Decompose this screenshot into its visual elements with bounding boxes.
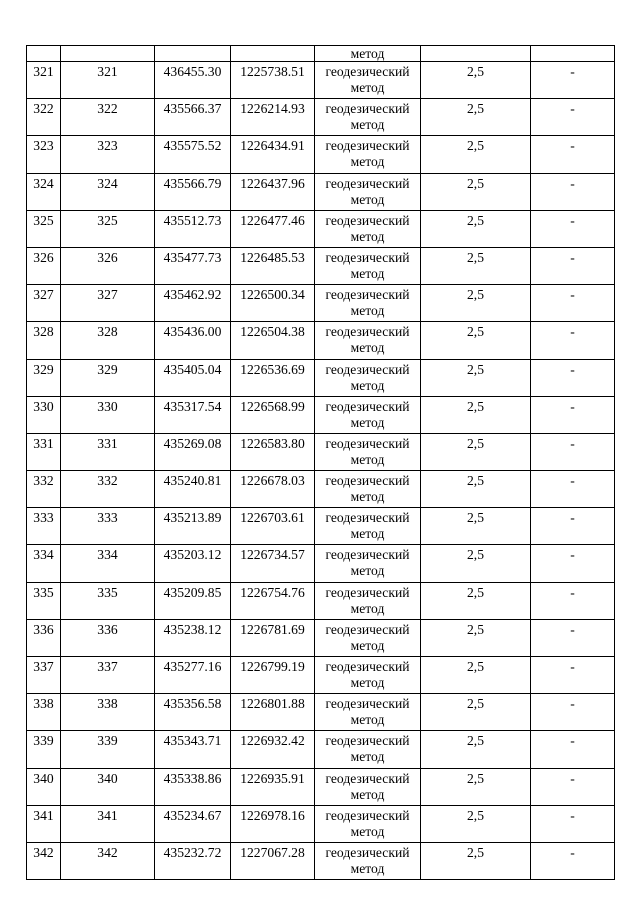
cell-point-number-alt: 323 bbox=[61, 136, 155, 173]
cell-point-number-alt: 338 bbox=[61, 694, 155, 731]
cell-point-number-alt: 334 bbox=[61, 545, 155, 582]
cell-note: - bbox=[531, 694, 615, 731]
method-line-2: метод bbox=[350, 860, 385, 876]
cell-coordinate-y: 1226214.93 bbox=[231, 99, 315, 136]
method-line-2: метод bbox=[350, 749, 385, 765]
cell-accuracy: 2,5 bbox=[421, 508, 531, 545]
cell-empty bbox=[61, 46, 155, 62]
cell-point-number-alt: 325 bbox=[61, 210, 155, 247]
cell-point-number-alt: 331 bbox=[61, 433, 155, 470]
cell-coordinate-x: 435232.72 bbox=[155, 842, 231, 879]
cell-note: - bbox=[531, 173, 615, 210]
cell-point-number-alt: 330 bbox=[61, 396, 155, 433]
table-row bbox=[27, 62, 615, 99]
method-line-1: геодезический bbox=[325, 733, 410, 749]
cell-note: - bbox=[531, 471, 615, 508]
cell-accuracy: 2,5 bbox=[421, 619, 531, 656]
cell-accuracy: 2,5 bbox=[421, 842, 531, 879]
cell-note: - bbox=[531, 359, 615, 396]
cell-coordinate-x: 435213.89 bbox=[155, 508, 231, 545]
method-line-1: геодезический bbox=[325, 212, 410, 228]
table-row bbox=[27, 210, 615, 247]
cell-point-number-alt: 341 bbox=[61, 805, 155, 842]
cell-coordinate-y: 1226500.34 bbox=[231, 285, 315, 322]
cell-accuracy: 2,5 bbox=[421, 396, 531, 433]
method-line-1: геодезический bbox=[325, 659, 410, 674]
cell-coordinate-x: 435238.12 bbox=[155, 619, 231, 656]
cell-coordinate-y: 1226801.88 bbox=[231, 694, 315, 731]
cell-coordinate-y: 1226799.19 bbox=[231, 657, 315, 694]
table-row bbox=[27, 359, 615, 396]
method-line-2: метод bbox=[350, 600, 385, 616]
cell-note: - bbox=[531, 433, 615, 470]
method-line-1: геодезический bbox=[325, 64, 410, 79]
cell-accuracy: 2,5 bbox=[421, 545, 531, 582]
cell-coordinate-y: 1226678.03 bbox=[231, 471, 315, 508]
method-line-2: метод bbox=[350, 451, 385, 467]
cell-coordinate-y: 1226734.57 bbox=[231, 545, 315, 582]
cell-accuracy: 2,5 bbox=[421, 731, 531, 768]
method-line-1: геодезический bbox=[325, 844, 410, 860]
cell-accuracy: 2,5 bbox=[421, 247, 531, 284]
cell-method bbox=[315, 62, 421, 99]
cell-method bbox=[315, 433, 421, 470]
cell-method bbox=[315, 322, 421, 359]
cell-point-number-alt: 329 bbox=[61, 359, 155, 396]
cell-accuracy: 2,5 bbox=[421, 768, 531, 805]
cell-coordinate-y: 1225738.51 bbox=[231, 62, 315, 99]
table-row bbox=[27, 619, 615, 656]
cell-coordinate-x: 435566.79 bbox=[155, 173, 231, 210]
method-line-1: геодезический bbox=[325, 584, 410, 600]
cell-method bbox=[315, 173, 421, 210]
cell-empty bbox=[231, 46, 315, 62]
cell-accuracy: 2,5 bbox=[421, 359, 531, 396]
cell-point-number: 325 bbox=[27, 210, 61, 247]
cell-point-number: 328 bbox=[27, 322, 61, 359]
method-line-2: метод bbox=[350, 80, 385, 95]
cell-method bbox=[315, 136, 421, 173]
cell-point-number-alt: 339 bbox=[61, 731, 155, 768]
cell-method bbox=[315, 396, 421, 433]
table-row bbox=[27, 545, 615, 582]
cell-note: - bbox=[531, 768, 615, 805]
table-row bbox=[27, 768, 615, 805]
method-line-1: геодезический bbox=[325, 621, 410, 637]
method-line-1: геодезический bbox=[325, 510, 410, 526]
cell-method bbox=[315, 285, 421, 322]
cell-accuracy: 2,5 bbox=[421, 99, 531, 136]
cell-point-number: 333 bbox=[27, 508, 61, 545]
table-row bbox=[27, 433, 615, 470]
table-row bbox=[27, 694, 615, 731]
cell-coordinate-x: 435462.92 bbox=[155, 285, 231, 322]
method-line-2: метод bbox=[350, 786, 385, 802]
table-row bbox=[27, 842, 615, 879]
cell-point-number-alt: 332 bbox=[61, 471, 155, 508]
cell-point-number: 338 bbox=[27, 694, 61, 731]
cell-coordinate-x: 435277.16 bbox=[155, 657, 231, 694]
table-row bbox=[27, 396, 615, 433]
cell-point-number-alt: 321 bbox=[61, 62, 155, 99]
cell-accuracy: 2,5 bbox=[421, 582, 531, 619]
cell-coordinate-x: 435566.37 bbox=[155, 99, 231, 136]
cell-point-number: 323 bbox=[27, 136, 61, 173]
method-line-1: геодезический bbox=[325, 324, 410, 340]
cell-coordinate-x: 435356.58 bbox=[155, 694, 231, 731]
method-line-1: геодезический bbox=[325, 473, 410, 489]
method-line-2: метод bbox=[350, 303, 385, 319]
cell-method bbox=[315, 619, 421, 656]
method-line-2: метод bbox=[350, 712, 385, 728]
method-line-2: метод bbox=[350, 414, 385, 430]
cell-method bbox=[315, 768, 421, 805]
cell-note: - bbox=[531, 136, 615, 173]
cell-accuracy: 2,5 bbox=[421, 471, 531, 508]
cell-note: - bbox=[531, 842, 615, 879]
cell-point-number: 330 bbox=[27, 396, 61, 433]
cell-method bbox=[315, 471, 421, 508]
cell-coordinate-x: 435343.71 bbox=[155, 731, 231, 768]
cell-coordinate-x: 435269.08 bbox=[155, 433, 231, 470]
cell-note: - bbox=[531, 619, 615, 656]
cell-note: - bbox=[531, 99, 615, 136]
cell-coordinate-y: 1226434.91 bbox=[231, 136, 315, 173]
cell-coordinate-y: 1226583.80 bbox=[231, 433, 315, 470]
cell-coordinate-y: 1226568.99 bbox=[231, 396, 315, 433]
cell-point-number-alt: 328 bbox=[61, 322, 155, 359]
table-body bbox=[27, 46, 615, 880]
cell-point-number: 335 bbox=[27, 582, 61, 619]
cell-note: - bbox=[531, 396, 615, 433]
cell-empty bbox=[421, 46, 531, 62]
table-continuation-row bbox=[27, 46, 615, 62]
cell-method bbox=[315, 210, 421, 247]
cell-point-number: 336 bbox=[27, 619, 61, 656]
cell-note: - bbox=[531, 62, 615, 99]
table-row bbox=[27, 136, 615, 173]
table-row bbox=[27, 99, 615, 136]
cell-point-number: 324 bbox=[27, 173, 61, 210]
cell-point-number-alt: 326 bbox=[61, 247, 155, 284]
cell-method bbox=[315, 99, 421, 136]
method-line-1: геодезический bbox=[325, 807, 410, 823]
cell-point-number: 321 bbox=[27, 62, 61, 99]
cell-method bbox=[315, 582, 421, 619]
cell-accuracy: 2,5 bbox=[421, 210, 531, 247]
table-row bbox=[27, 322, 615, 359]
method-line-1: геодезический bbox=[325, 398, 410, 414]
method-line-1: геодезический bbox=[325, 361, 410, 377]
cell-coordinate-y: 1226932.42 bbox=[231, 731, 315, 768]
cell-coordinate-y: 1226978.16 bbox=[231, 805, 315, 842]
cell-note: - bbox=[531, 210, 615, 247]
cell-note: - bbox=[531, 322, 615, 359]
cell-point-number: 331 bbox=[27, 433, 61, 470]
method-line-1: геодезический bbox=[325, 435, 410, 451]
table-row bbox=[27, 173, 615, 210]
method-line-1: геодезический bbox=[325, 547, 410, 563]
cell-point-number-alt: 333 bbox=[61, 508, 155, 545]
cell-coordinate-x: 435575.52 bbox=[155, 136, 231, 173]
cell-point-number: 322 bbox=[27, 99, 61, 136]
cell-point-number: 332 bbox=[27, 471, 61, 508]
cell-coordinate-y: 1226935.91 bbox=[231, 768, 315, 805]
cell-point-number-alt: 324 bbox=[61, 173, 155, 210]
cell-coordinate-y: 1226504.38 bbox=[231, 322, 315, 359]
cell-point-number-alt: 337 bbox=[61, 657, 155, 694]
cell-accuracy: 2,5 bbox=[421, 285, 531, 322]
cell-coordinate-x: 435240.81 bbox=[155, 471, 231, 508]
cell-point-number: 342 bbox=[27, 842, 61, 879]
cell-coordinate-x: 435234.67 bbox=[155, 805, 231, 842]
cell-method bbox=[315, 657, 421, 694]
method-line-1: геодезический bbox=[325, 101, 410, 117]
cell-coordinate-y: 1226536.69 bbox=[231, 359, 315, 396]
cell-coordinate-y: 1226485.53 bbox=[231, 247, 315, 284]
method-line-1: геодезический bbox=[325, 696, 410, 712]
cell-method bbox=[315, 731, 421, 768]
method-line-2: метод bbox=[350, 526, 385, 542]
cell-point-number: 339 bbox=[27, 731, 61, 768]
cell-coordinate-y: 1226437.96 bbox=[231, 173, 315, 210]
method-line-2: метод bbox=[350, 377, 385, 393]
cell-coordinate-y: 1226754.76 bbox=[231, 582, 315, 619]
cell-method bbox=[315, 842, 421, 879]
cell-point-number-alt: 335 bbox=[61, 582, 155, 619]
cell-point-number-alt: 342 bbox=[61, 842, 155, 879]
cell-coordinate-x: 436455.30 bbox=[155, 62, 231, 99]
cell-note: - bbox=[531, 657, 615, 694]
cell-coordinate-x: 435209.85 bbox=[155, 582, 231, 619]
cell-method bbox=[315, 247, 421, 284]
cell-accuracy: 2,5 bbox=[421, 322, 531, 359]
cell-accuracy: 2,5 bbox=[421, 173, 531, 210]
table-row bbox=[27, 731, 615, 768]
method-line-2: метод bbox=[350, 265, 385, 281]
cell-accuracy: 2,5 bbox=[421, 657, 531, 694]
table-row bbox=[27, 247, 615, 284]
method-line-2: метод bbox=[350, 191, 385, 207]
table-row bbox=[27, 285, 615, 322]
table-row bbox=[27, 508, 615, 545]
cell-accuracy: 2,5 bbox=[421, 694, 531, 731]
cell-empty bbox=[531, 46, 615, 62]
method-line-1: геодезический bbox=[325, 249, 410, 265]
cell-coordinate-x: 435436.00 bbox=[155, 322, 231, 359]
cell-coordinate-x: 435512.73 bbox=[155, 210, 231, 247]
table-row bbox=[27, 657, 615, 694]
cell-note: - bbox=[531, 582, 615, 619]
method-line-2: метод bbox=[350, 228, 385, 244]
cell-method bbox=[315, 508, 421, 545]
cell-coordinate-y: 1227067.28 bbox=[231, 842, 315, 879]
method-line-1: геодезический bbox=[325, 287, 410, 303]
cell-note: - bbox=[531, 285, 615, 322]
method-line-2: метод bbox=[350, 340, 385, 356]
cell-note: - bbox=[531, 247, 615, 284]
cell-coordinate-y: 1226477.46 bbox=[231, 210, 315, 247]
method-line-1: геодезический bbox=[325, 138, 410, 154]
cell-coordinate-y: 1226781.69 bbox=[231, 619, 315, 656]
cell-point-number: 329 bbox=[27, 359, 61, 396]
cell-coordinate-x: 435203.12 bbox=[155, 545, 231, 582]
method-line-2: метод bbox=[350, 489, 385, 505]
cell-coordinate-x: 435338.86 bbox=[155, 768, 231, 805]
method-line-2: метод bbox=[350, 823, 385, 839]
cell-point-number: 340 bbox=[27, 768, 61, 805]
method-line-2: метод bbox=[350, 154, 385, 170]
cell-point-number-alt: 336 bbox=[61, 619, 155, 656]
method-line-2: метод bbox=[350, 637, 385, 653]
cell-point-number: 326 bbox=[27, 247, 61, 284]
cell-method bbox=[315, 694, 421, 731]
table-row bbox=[27, 582, 615, 619]
cell-point-number-alt: 322 bbox=[61, 99, 155, 136]
cell-accuracy: 2,5 bbox=[421, 62, 531, 99]
cell-point-number-alt: 340 bbox=[61, 768, 155, 805]
cell-method bbox=[315, 805, 421, 842]
cell-coordinate-x: 435477.73 bbox=[155, 247, 231, 284]
cell-accuracy: 2,5 bbox=[421, 433, 531, 470]
cell-point-number: 337 bbox=[27, 657, 61, 694]
cell-point-number: 334 bbox=[27, 545, 61, 582]
table-row bbox=[27, 471, 615, 508]
cell-point-number-alt: 327 bbox=[61, 285, 155, 322]
cell-method bbox=[315, 359, 421, 396]
cell-method bbox=[315, 545, 421, 582]
cell-coordinate-x: 435405.04 bbox=[155, 359, 231, 396]
cell-note: - bbox=[531, 508, 615, 545]
cell-method-tail: метод bbox=[315, 46, 421, 62]
cell-note: - bbox=[531, 805, 615, 842]
cell-empty bbox=[27, 46, 61, 62]
method-line-2: метод bbox=[350, 117, 385, 133]
method-line-2: метод bbox=[350, 675, 385, 690]
method-line-1: геодезический bbox=[325, 770, 410, 786]
cell-point-number: 341 bbox=[27, 805, 61, 842]
cell-coordinate-y: 1226703.61 bbox=[231, 508, 315, 545]
cell-note: - bbox=[531, 545, 615, 582]
cell-coordinate-x: 435317.54 bbox=[155, 396, 231, 433]
cell-point-number: 327 bbox=[27, 285, 61, 322]
method-line-2: метод bbox=[350, 563, 385, 579]
cell-accuracy: 2,5 bbox=[421, 805, 531, 842]
cell-note: - bbox=[531, 731, 615, 768]
method-line-1: геодезический bbox=[325, 175, 410, 191]
cell-accuracy: 2,5 bbox=[421, 136, 531, 173]
coordinates-table bbox=[26, 45, 615, 880]
table-row bbox=[27, 805, 615, 842]
cell-empty bbox=[155, 46, 231, 62]
